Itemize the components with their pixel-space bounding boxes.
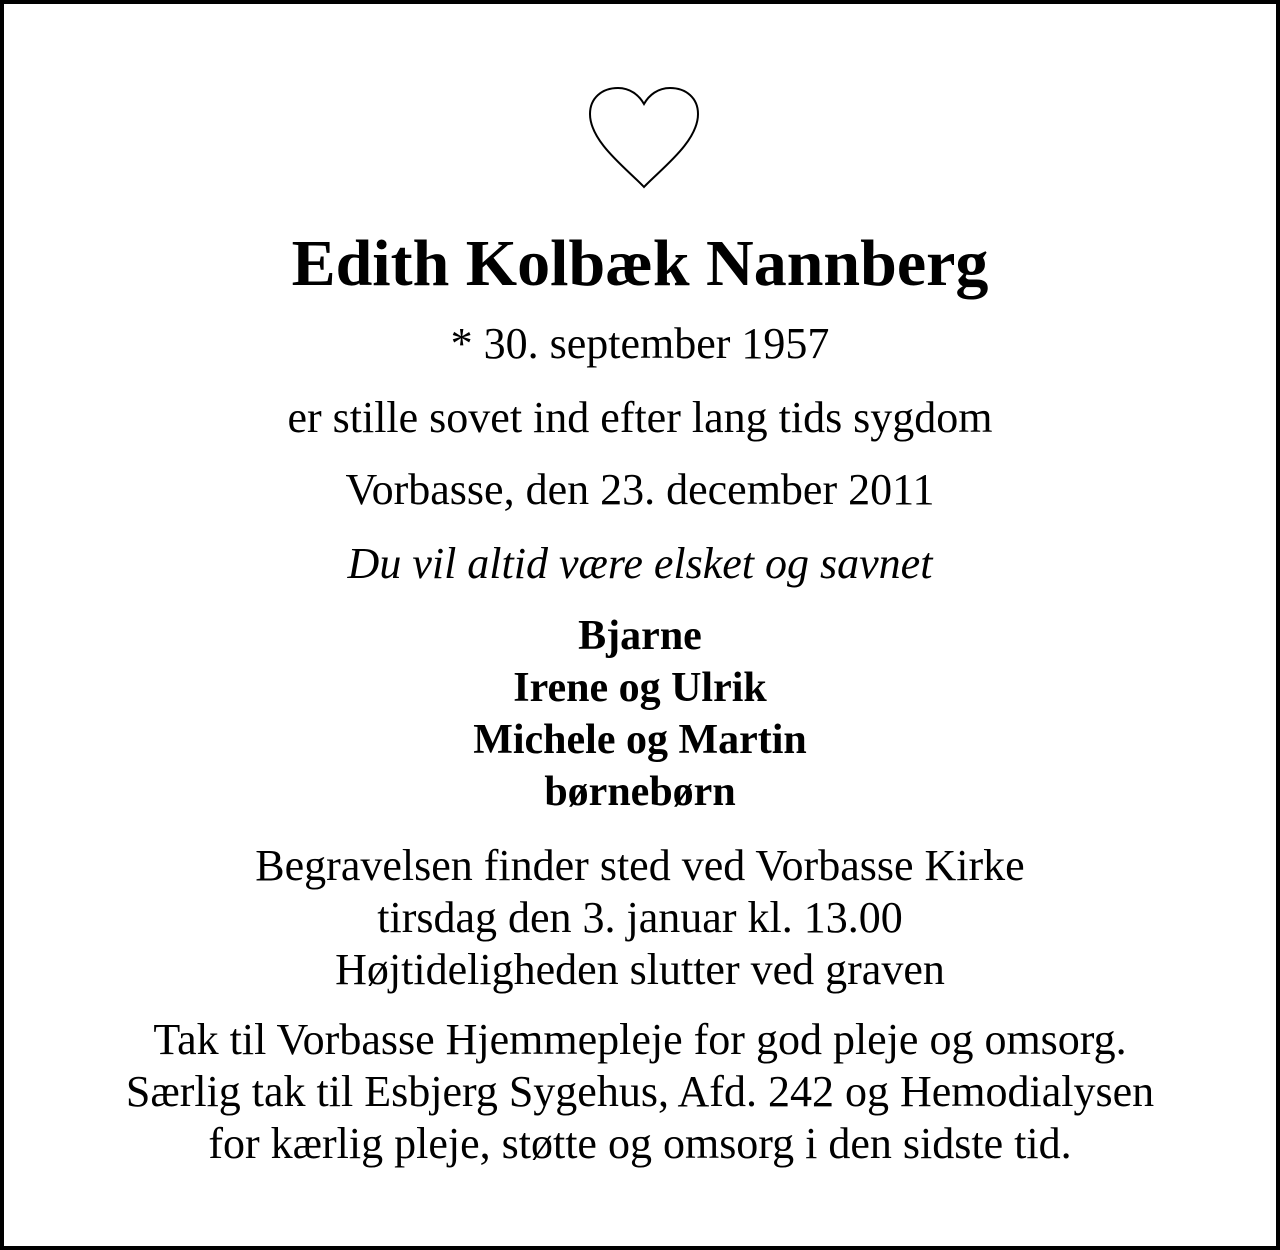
memorial-motto: Du vil altid være elsket og savnet — [347, 539, 933, 588]
thank-you-message — [4, 1014, 1276, 1170]
thank-you-line: Særlig tak til Esbjerg Sygehus, Afd. 242 og Hemodialysen — [125, 1067, 1155, 1116]
funeral-detail-line: Begravelsen finder sted ved Vorbasse Kirke — [255, 841, 1025, 890]
passing-statement: er stille sovet ind efter lang tids sygdom — [287, 393, 993, 442]
heart-icon — [582, 84, 706, 194]
family-name-line: Irene og Ulrik — [513, 665, 767, 711]
family-name-line: Bjarne — [578, 613, 702, 659]
family-names — [4, 610, 1276, 818]
funeral-detail-line: Højtideligheden slutter ved graven — [335, 945, 945, 994]
funeral-details — [4, 840, 1276, 996]
deceased-name: Edith Kolbæk Nannberg — [291, 227, 989, 300]
place-and-date: Vorbasse, den 23. december 2011 — [345, 465, 935, 514]
thank-you-line: Tak til Vorbasse Hjemmepleje for god pleje og omsorg. — [153, 1015, 1127, 1064]
family-name-line: børnebørn — [544, 769, 736, 815]
thank-you-line: for kærlig pleje, støtte og omsorg i den sidste tid. — [208, 1119, 1072, 1168]
birth-date: * 30. september 1957 — [450, 319, 830, 368]
family-name-line: Michele og Martin — [473, 717, 807, 763]
funeral-detail-line: tirsdag den 3. januar kl. 13.00 — [377, 893, 903, 942]
